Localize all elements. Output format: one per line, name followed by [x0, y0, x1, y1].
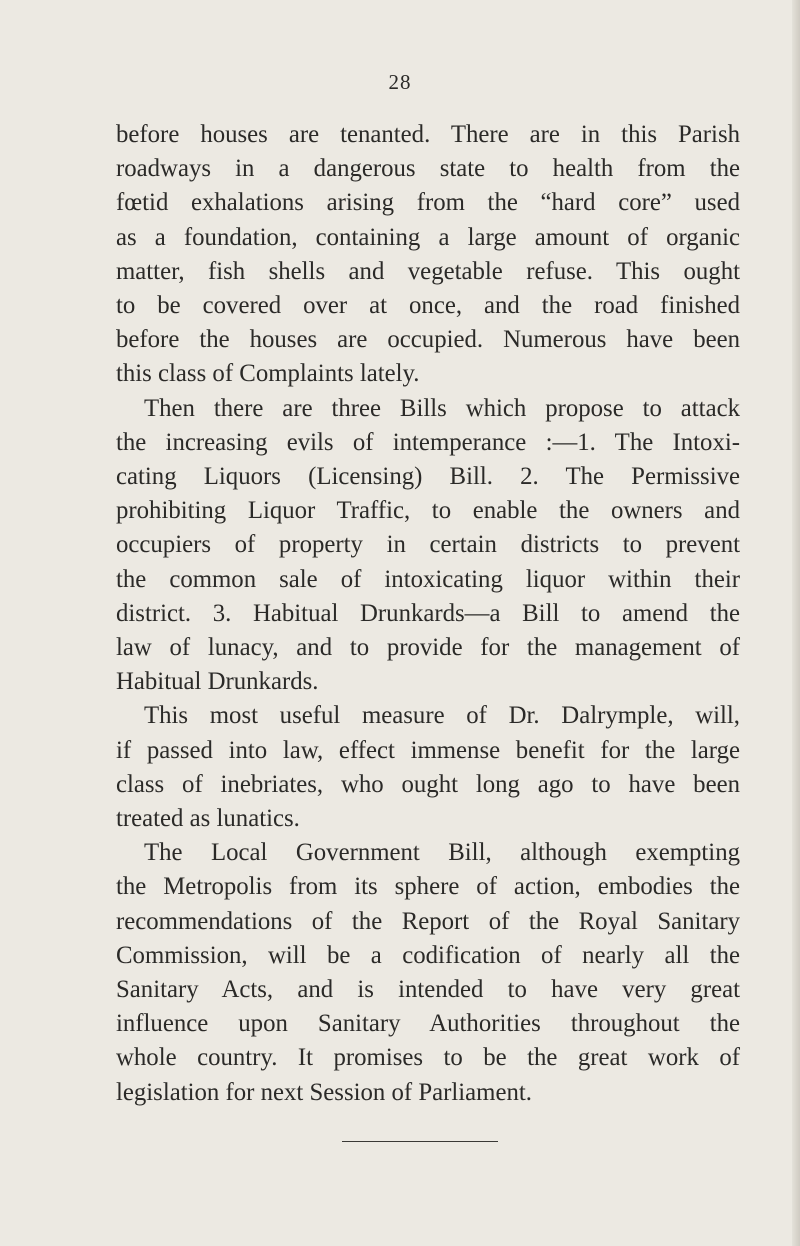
text-line: if passed into law, effect immense benefit for the large [116, 736, 740, 764]
text-line: Habitual Drunkards. [116, 668, 319, 696]
page-edge-shadow [792, 0, 800, 1246]
body-text [116, 118, 740, 1110]
text-line: legislation for next Session of Parliament. [116, 1078, 532, 1106]
text-line: this class of Complaints lately. [116, 360, 420, 388]
text-line: as a foundation, containing a large amount of organic [116, 223, 740, 251]
text-line: district. 3. Habitual Drunkards—a Bill to amend the [116, 599, 740, 627]
text-line: influence upon Sanitary Authorities throughout the [116, 1010, 740, 1038]
page-number: 28 [388, 70, 412, 94]
text-line: occupiers of property in certain districts to prevent [116, 531, 740, 559]
text-line: to be covered over at once, and the road finished [116, 292, 740, 320]
text-line: the Metropolis from its sphere of action, embodies the [116, 873, 740, 901]
text-line: cating Liquors (Licensing) Bill. 2. The Permissive [116, 463, 740, 491]
paragraph-1 [116, 118, 740, 392]
text-line: recommendations of the Report of the Royal Sanitary [116, 907, 740, 935]
paragraph-4 [116, 836, 740, 1110]
text-line: Then there are three Bills which propose to attack [144, 394, 740, 422]
text-line: treated as lunatics. [116, 805, 300, 833]
text-line: before the houses are occupied. Numerous have been [116, 326, 740, 354]
text-line: law of lunacy, and to provide for the management of [116, 634, 740, 662]
end-rule-divider [342, 1141, 498, 1142]
text-line: the increasing evils of intemperance :—1. The Intoxi- [116, 428, 740, 456]
text-line: the common sale of intoxicating liquor within their [116, 565, 740, 593]
text-line: class of inebriates, who ought long ago to have been [116, 770, 740, 798]
text-line: prohibiting Liquor Traffic, to enable the owners and [116, 497, 740, 525]
text-line: This most useful measure of Dr. Dalrymple, will, [144, 702, 740, 730]
text-line: Sanitary Acts, and is intended to have very great [116, 976, 740, 1004]
text-line: whole country. It promises to be the great work of [116, 1044, 740, 1072]
text-line: The Local Government Bill, although exempting [144, 839, 740, 867]
text-line: roadways in a dangerous state to health from the [116, 155, 740, 183]
text-line: before houses are tenanted. There are in this Parish [116, 121, 740, 148]
text-line: matter, fish shells and vegetable refuse. This ought [116, 257, 740, 285]
text-line: Commission, will be a codification of nearly all the [116, 941, 740, 969]
paragraph-2 [116, 392, 740, 700]
paragraph-3 [116, 699, 740, 836]
text-line: fœtid exhalations arising from the “hard core” used [116, 189, 740, 217]
